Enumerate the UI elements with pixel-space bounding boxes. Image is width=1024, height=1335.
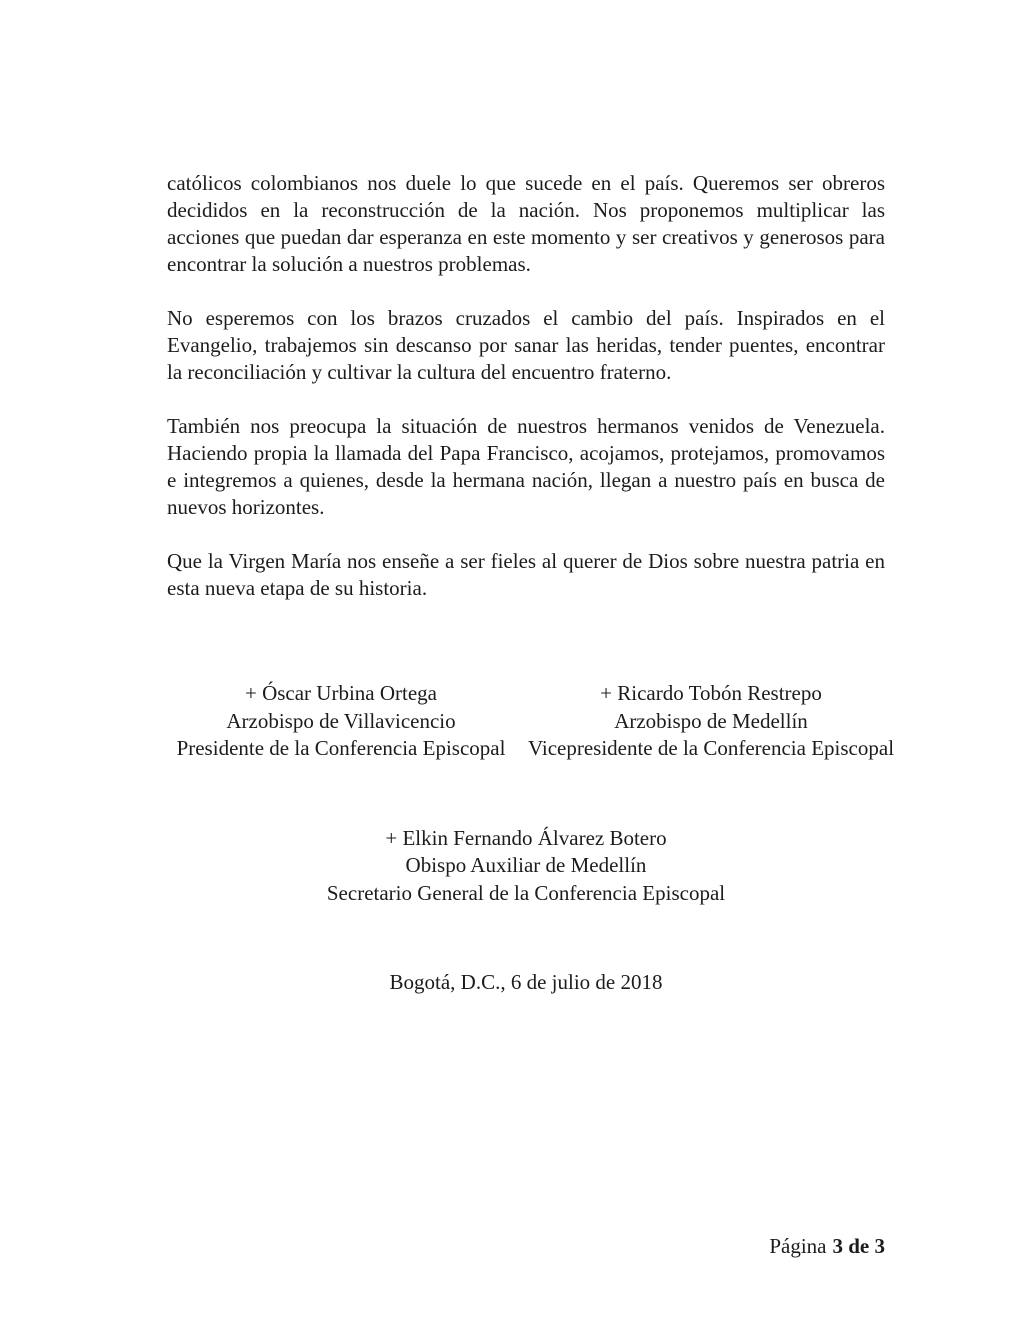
dateline: Bogotá, D.C., 6 de julio de 2018 [389, 970, 663, 994]
footer-page-number: 3 de 3 [832, 1234, 885, 1258]
document-content [167, 170, 895, 996]
signatory-name: + Óscar Urbina Ortega [244, 681, 437, 705]
page-footer [769, 1233, 885, 1260]
signatory-title: Arzobispo de Medellín [614, 708, 808, 733]
signature-right [526, 680, 896, 763]
paragraph: También nos preocupa la situación de nuestros hermanos venidos de Venezuela. Haciendo propia la llamada del Papa Francisco, acojamos, protejamos, promovamos e integremos a quienes, desde la hermana nación, llegan a nuestro país en busca de nuevos horizontes. [167, 414, 885, 519]
signatory-title: Arzobispo de Villavicencio [226, 708, 456, 733]
signature-row [156, 680, 896, 763]
paragraph: No esperemos con los brazos cruzados el cambio del país. Inspirados en el Evangelio, trabajemos sin descanso por sanar las heridas, tender puentes, encontrar la reconciliación y cultivar la cultura del encuentro fraterno. [167, 306, 885, 384]
signature-left [156, 680, 526, 763]
footer-page-label: Página [769, 1234, 827, 1258]
paragraph: Que la Virgen María nos enseñe a ser fieles al querer de Dios sobre nuestra patria en esta nueva etapa de su historia. [167, 549, 885, 600]
signatory-role: Vicepresidente de la Conferencia Episcopal [527, 736, 895, 760]
paragraph: católicos colombianos nos duele lo que sucede en el país. Queremos ser obreros decididos en la reconstrucción de la nación. Nos proponemos multiplicar las acciones que puedan dar esperanza en este momento y ser creativos y generosos para encontrar la solución a nuestros problemas. [167, 171, 885, 276]
signatory-name: + Elkin Fernando Álvarez Botero [385, 825, 667, 850]
signatory-role: Secretario General de la Conferencia Episcopal [326, 880, 726, 905]
signatory-role: Presidente de la Conferencia Episcopal [176, 736, 506, 760]
signatory-title: Obispo Auxiliar de Medellín [405, 853, 647, 877]
signatory-name: + Ricardo Tobón Restrepo [600, 681, 822, 705]
signature-center [167, 825, 885, 908]
